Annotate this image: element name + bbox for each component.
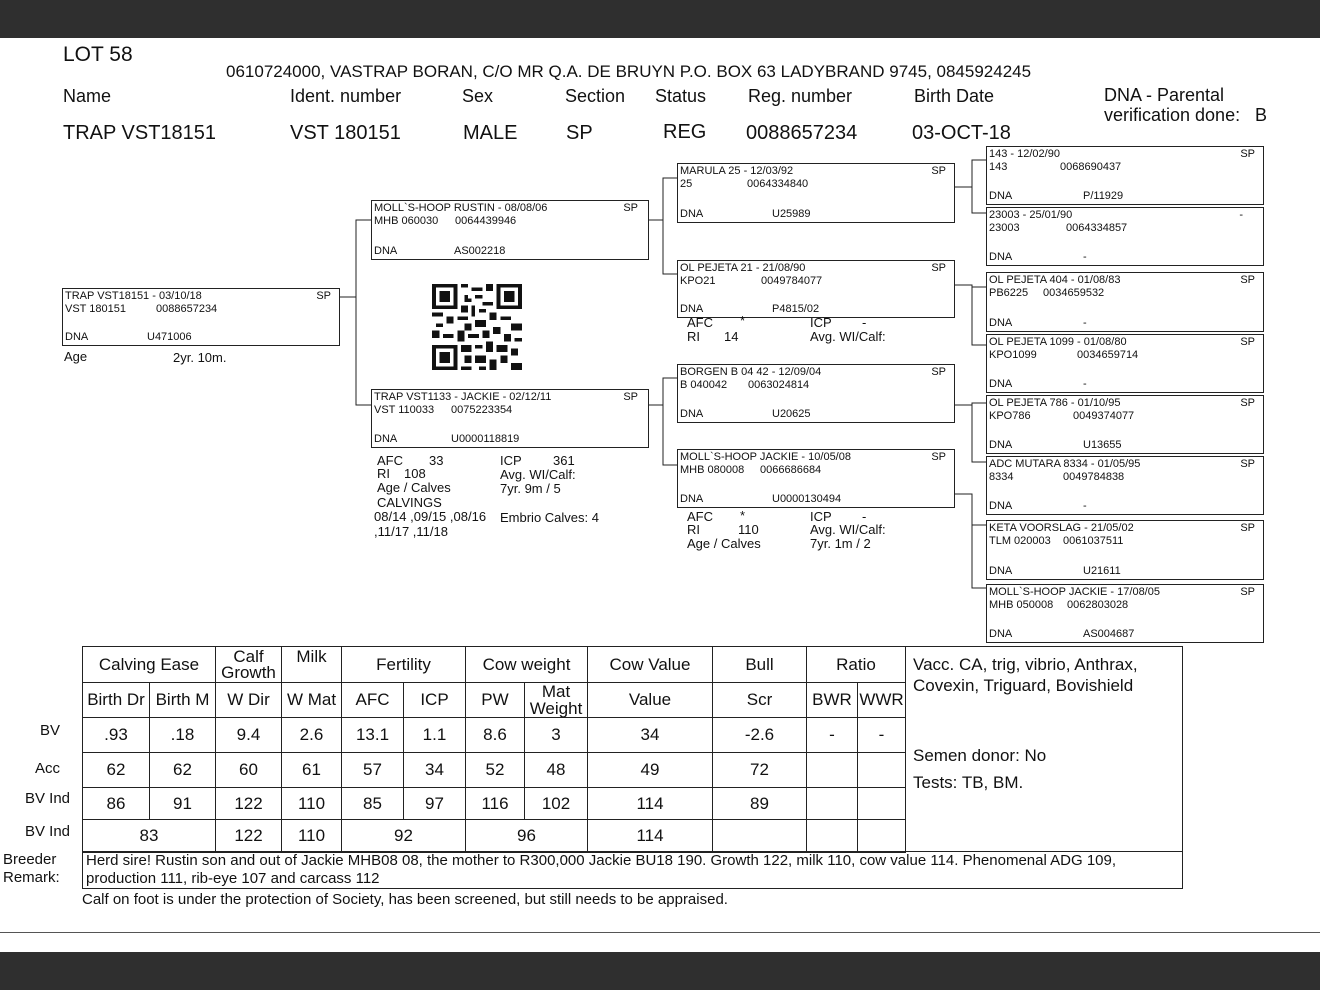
header-section: Section (565, 86, 626, 106)
card-section: SP (931, 366, 946, 378)
card-ident: MHB 050008 (989, 599, 1054, 611)
ggp-card-6 (986, 456, 1264, 515)
card-dna-label: DNA (680, 208, 704, 220)
sub-pw: PW (466, 683, 525, 718)
semen-donor: Semen donor: No (913, 746, 1047, 765)
ggp-card-3 (986, 272, 1264, 332)
card-ident: VST 180151 (65, 303, 126, 315)
card-reg: 0063024814 (748, 379, 810, 391)
sub-birth-dr: Birth Dr (83, 683, 150, 718)
animal-status: REG (663, 121, 707, 143)
card-reg: 0061037511 (1063, 535, 1124, 547)
card-dna-label: DNA (989, 628, 1013, 640)
sub-scr: Scr (713, 683, 807, 718)
table-cell: 110 (282, 820, 342, 853)
dam-ri-value: 108 (404, 466, 426, 481)
table-cell: 92 (342, 820, 466, 853)
table-cell: - (807, 718, 858, 753)
row-label-bv-ind-2: BV Ind (24, 823, 70, 840)
table-cell: 122 (216, 820, 282, 853)
table-cell: 2.6 (282, 718, 342, 753)
card-dna-value: - (1083, 378, 1087, 390)
card-section: SP (623, 391, 638, 403)
dam-calvings-label: CALVINGS (377, 495, 442, 510)
table-cell (807, 753, 858, 788)
card-dna-value: U0000118819 (451, 433, 520, 445)
sub-w-mat: W Mat (282, 683, 342, 718)
lot-number: LOT 58 (63, 43, 133, 66)
vaccination-panel (906, 646, 1183, 852)
table-cell: 86 (83, 788, 150, 820)
card-dna-value: P4815/02 (772, 303, 820, 315)
sub-wwr: WWR (858, 683, 906, 718)
sub-bwr: BWR (807, 683, 858, 718)
card-reg: 0049374077 (1073, 410, 1135, 422)
card-section: SP (623, 202, 638, 214)
vaccination-text: Vacc. CA, trig, vibrio, Anthrax, Covexin, Triguard, Bovishield (913, 655, 1138, 695)
group-calving-ease: Calving Ease (83, 647, 216, 683)
card-title: TRAP VST1133 - JACKIE - 02/12/11 (374, 391, 552, 403)
dam-icp-label: ICP (500, 453, 522, 468)
gp4-age-calves-value: 7yr. 1m / 2 (810, 536, 871, 551)
table-cell: 114 (588, 820, 713, 853)
gp4-icp-value: - (862, 509, 867, 524)
card-dna-value: U21611 (1083, 565, 1121, 577)
header-birth: Birth Date (914, 86, 995, 106)
table-cell: 83 (83, 820, 216, 853)
table-cell: 114 (588, 788, 713, 820)
table-cell: -2.6 (713, 718, 807, 753)
table-cell: 13.1 (342, 718, 404, 753)
sub-w-dir: W Dir (216, 683, 282, 718)
card-title: OL PEJETA 21 - 21/08/90 (680, 262, 806, 274)
card-title: MARULA 25 - 12/03/92 (680, 165, 794, 177)
gp4-icp-label: ICP (810, 509, 832, 524)
card-section: SP (931, 165, 946, 177)
animal-ident: VST 180151 (290, 122, 401, 144)
grandparent-card-2 (677, 260, 955, 318)
card-dna-label: DNA (989, 565, 1013, 577)
card-dna-label: DNA (989, 378, 1013, 390)
gp4-afc-value: * (740, 508, 746, 523)
card-reg: 0049784077 (761, 275, 823, 287)
card-dna-label: DNA (65, 331, 89, 343)
card-dna-label: DNA (680, 408, 704, 420)
dam-afc-label: AFC (377, 453, 403, 468)
gp2-ri-value: 14 (724, 329, 739, 344)
breeding-values-table (82, 646, 906, 853)
card-dna-label: DNA (374, 245, 398, 257)
ggp-card-2 (986, 207, 1264, 266)
card-title: KETA VOORSLAG - 21/05/02 (989, 522, 1134, 534)
table-cell: 62 (150, 753, 216, 788)
card-section: SP (1240, 336, 1255, 348)
sub-afc: AFC (342, 683, 404, 718)
table-row-bv-ind (83, 788, 906, 820)
grandparent-card-1 (677, 163, 955, 223)
footer-note: Calf on foot is under the protection of Society, has been screened, but still needs to be appraised. (82, 891, 728, 908)
table-cell: 3 (525, 718, 588, 753)
group-milk: Milk (282, 647, 342, 683)
table-cell: 96 (466, 820, 588, 853)
group-calf-growth: Calf Growth (216, 647, 282, 683)
table-sub-row (83, 683, 906, 718)
tests: Tests: TB, BM. (913, 773, 1024, 792)
card-dna-value: U0000130494 (772, 493, 842, 505)
ggp-card-4 (986, 334, 1264, 393)
header-reg: Reg. number (748, 86, 853, 106)
card-reg: 0068690437 (1060, 161, 1122, 173)
table-cell: 48 (525, 753, 588, 788)
card-reg: 0034659532 (1043, 287, 1105, 299)
card-dna-label: DNA (989, 251, 1013, 263)
animal-reg: 0088657234 (746, 122, 858, 144)
card-section: SP (1240, 458, 1255, 470)
ggp-card-7 (986, 520, 1264, 580)
table-cell: 85 (342, 788, 404, 820)
card-dna-value: - (1083, 317, 1087, 329)
card-dna-label: DNA (680, 303, 704, 315)
dam-age-calves-label: Age / Calves (377, 480, 451, 495)
table-cell: 61 (282, 753, 342, 788)
breeder-line: 0610724000, VASTRAP BORAN, C/O MR Q.A. DE BRUYN P.O. BOX 63 LADYBRAND 9745, 0845924245 (226, 62, 1032, 81)
card-dna-label: DNA (989, 317, 1013, 329)
animal-sex: MALE (463, 122, 518, 144)
card-ident: TLM 020003 (989, 535, 1051, 547)
age-value: 2yr. 10m. (173, 350, 227, 365)
card-reg: 0066686684 (760, 464, 822, 476)
animal-birth: 03-OCT-18 (912, 122, 1011, 144)
card-ident: PB6225 (989, 287, 1029, 299)
table-cell: 102 (525, 788, 588, 820)
table-cell: 9.4 (216, 718, 282, 753)
card-reg: 0088657234 (156, 303, 218, 315)
table-cell: 49 (588, 753, 713, 788)
table-cell (858, 820, 906, 853)
dam-avg-label: Avg. WI/Calf: (500, 467, 576, 482)
gp4-age-calves-label: Age / Calves (687, 536, 761, 551)
table-cell: .18 (150, 718, 216, 753)
card-section: SP (1240, 148, 1255, 160)
card-reg: 0034659714 (1077, 349, 1139, 361)
card-section: SP (1240, 397, 1255, 409)
card-section: SP (1240, 522, 1255, 534)
card-section: SP (931, 262, 946, 274)
gp4-afc-label: AFC (687, 509, 713, 524)
card-section: SP (1240, 586, 1255, 598)
table-cell: 122 (216, 788, 282, 820)
header-dna-1: DNA - Parental (1104, 85, 1225, 105)
card-dna-value: U13655 (1083, 439, 1122, 451)
card-dna-value: AS002218 (454, 245, 506, 257)
card-title: OL PEJETA 404 - 01/08/83 (989, 274, 1121, 286)
card-dna-label: DNA (680, 493, 704, 505)
card-section: SP (316, 290, 331, 302)
table-cell: 34 (404, 753, 466, 788)
ggp-card-1 (986, 146, 1264, 205)
table-cell: 116 (466, 788, 525, 820)
dam-calvings-2: ,11/17 ,11/18 (374, 524, 448, 539)
card-dna-value: - (1083, 500, 1087, 512)
card-ident: KPO21 (680, 275, 716, 287)
table-cell: 62 (83, 753, 150, 788)
header-sex: Sex (462, 86, 494, 106)
age-label: Age (64, 349, 88, 364)
card-ident: MHB 060030 (374, 215, 439, 227)
row-label-acc: Acc (34, 760, 60, 777)
card-dna-label: DNA (989, 500, 1013, 512)
sire-card (371, 200, 649, 260)
sub-icp: ICP (404, 683, 466, 718)
grandparent-card-4 (677, 449, 955, 508)
dam-embrio-calves: Embrio Calves: 4 (500, 510, 599, 525)
card-title: 143 - 12/02/90 (989, 148, 1060, 160)
row-label-bv: BV (39, 722, 60, 739)
qr-code (432, 284, 522, 370)
group-bull: Bull (713, 647, 807, 683)
table-cell: 34 (588, 718, 713, 753)
card-title: OL PEJETA 1099 - 01/08/80 (989, 336, 1127, 348)
card-ident: MHB 080008 (680, 464, 745, 476)
card-ident: 25 (680, 178, 693, 190)
table-cell (807, 788, 858, 820)
card-title: BORGEN B 04 42 - 12/09/04 (680, 366, 822, 378)
sub-value: Value (588, 683, 713, 718)
gp2-afc-label: AFC (687, 315, 713, 330)
header-name: Name (63, 86, 112, 106)
card-dna-value: AS004687 (1083, 628, 1135, 640)
subject-card (62, 288, 340, 346)
card-dna-value: - (1083, 251, 1087, 263)
table-cell: .93 (83, 718, 150, 753)
table-cell: 60 (216, 753, 282, 788)
card-dna-value: U20625 (772, 408, 811, 420)
grandparent-card-3 (677, 364, 955, 423)
card-ident: 143 (989, 161, 1008, 173)
breeder-remark: Herd sire! Rustin son and out of Jackie MHB08 08, the mother to R300,000 Jackie BU18 190. Growth 122, milk 110, cow value 114. Phenomenal ADG 109, production 111, rib-eye 107 and carcass 112 (82, 851, 1183, 889)
table-cell: 72 (713, 753, 807, 788)
table-row-bv (83, 718, 906, 753)
dam-card (371, 389, 649, 448)
table-cell (713, 820, 807, 853)
card-ident: 23003 (989, 222, 1020, 234)
card-title: OL PEJETA 786 - 01/10/95 (989, 397, 1121, 409)
card-ident: B 040042 (680, 379, 728, 391)
card-dna-label: DNA (374, 433, 398, 445)
table-cell: 8.6 (466, 718, 525, 753)
dam-age-calves-value: 7yr. 9m / 5 (500, 481, 561, 496)
dam-afc-value: 33 (429, 453, 444, 468)
card-reg: 0064334840 (747, 178, 809, 190)
remark-label-2: Remark: (3, 869, 60, 886)
gp2-icp-value: - (862, 315, 867, 330)
gp2-icp-label: ICP (810, 315, 832, 330)
header-ident: Ident. number (290, 86, 402, 106)
card-title: MOLL`S-HOOP JACKIE - 17/08/05 (989, 586, 1160, 598)
gp4-ri-value: 110 (738, 522, 759, 537)
card-reg: 0064439946 (455, 215, 517, 227)
card-ident: KPO1099 (989, 349, 1037, 361)
card-title: MOLL`S-HOOP RUSTIN - 08/08/06 (374, 202, 548, 214)
animal-name: TRAP VST18151 (63, 122, 217, 144)
card-ident: VST 110033 (374, 404, 435, 416)
table-cell (858, 753, 906, 788)
card-reg: 0062803028 (1067, 599, 1129, 611)
table-cell: 89 (713, 788, 807, 820)
gp2-ri-label: RI (687, 329, 700, 344)
header-dna-2: verification done: (1104, 105, 1241, 125)
card-reg: 0064334857 (1066, 222, 1128, 234)
card-reg: 0075223354 (451, 404, 513, 416)
table-row-bv-ind-2 (83, 820, 906, 853)
table-cell: 91 (150, 788, 216, 820)
gp4-avg-label: Avg. WI/Calf: (810, 522, 886, 537)
card-dna-value: U471006 (147, 331, 192, 343)
ggp-card-5 (986, 395, 1264, 454)
card-ident: 8334 (989, 471, 1014, 483)
table-cell (858, 788, 906, 820)
ggp-card-8 (986, 584, 1264, 643)
dam-icp-value: 361 (553, 453, 575, 468)
table-cell (807, 820, 858, 853)
table-group-row (83, 647, 906, 683)
sub-mat-weight: Mat Weight (525, 683, 588, 718)
row-label-bv-ind: BV Ind (24, 790, 70, 807)
card-dna-label: DNA (989, 439, 1013, 451)
dam-ri-label: RI (377, 466, 390, 481)
card-dna-value: P/11929 (1083, 190, 1124, 202)
group-fertility: Fertility (342, 647, 466, 683)
table-cell: 52 (466, 753, 525, 788)
card-dna-label: DNA (989, 190, 1013, 202)
gp4-ri-label: RI (687, 522, 700, 537)
card-title: TRAP VST18151 - 03/10/18 (65, 290, 202, 302)
table-cell: 1.1 (404, 718, 466, 753)
table-row-acc (83, 753, 906, 788)
card-reg: 0049784838 (1063, 471, 1125, 483)
card-section: SP (931, 451, 946, 463)
card-title: 23003 - 25/01/90 (989, 209, 1073, 221)
group-cow-weight: Cow weight (466, 647, 588, 683)
table-cell: 57 (342, 753, 404, 788)
header-status: Status (655, 86, 707, 106)
card-title: ADC MUTARA 8334 - 01/05/95 (989, 458, 1141, 470)
table-cell: 110 (282, 788, 342, 820)
group-ratio: Ratio (807, 647, 906, 683)
animal-section: SP (566, 122, 593, 144)
dam-calvings-1: 08/14 ,09/15 ,08/16 (374, 509, 487, 524)
card-title: MOLL`S-HOOP JACKIE - 10/05/08 (680, 451, 851, 463)
dna-code: B (1255, 105, 1268, 125)
table-cell: - (858, 718, 906, 753)
sub-birth-m: Birth M (150, 683, 216, 718)
card-dna-value: U25989 (772, 208, 811, 220)
card-section: - (1239, 209, 1243, 221)
group-cow-value: Cow Value (588, 647, 713, 683)
gp2-avg-label: Avg. WI/Calf: (810, 329, 886, 344)
card-section: SP (1240, 274, 1255, 286)
gp2-afc-value: * (740, 313, 746, 328)
remark-label-1: Breeder (3, 851, 57, 868)
card-ident: KPO786 (989, 410, 1031, 422)
table-cell: 97 (404, 788, 466, 820)
